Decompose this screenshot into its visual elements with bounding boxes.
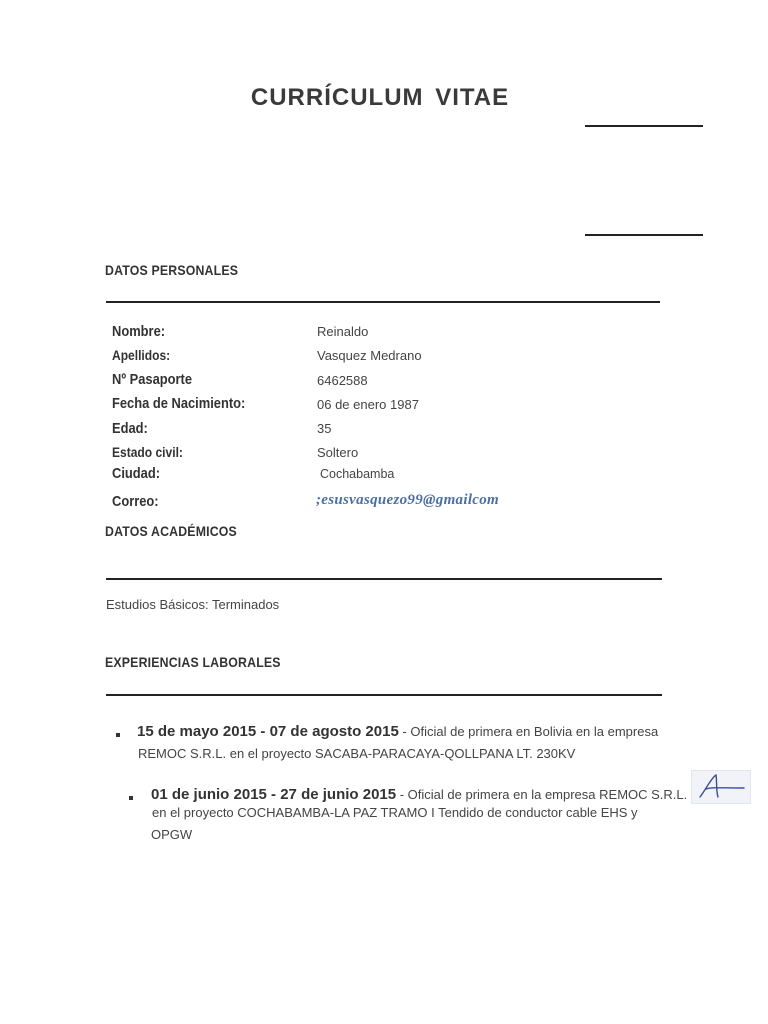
- list-bullet: [129, 796, 133, 800]
- experience-dates: 01 de junio 2015 - 27 de junio 2015: [151, 786, 397, 803]
- signature-image: [691, 770, 751, 804]
- header-rule-bottom: [585, 234, 703, 236]
- section-personal-heading: DATOS PERSONALES: [105, 262, 239, 278]
- ciudad-label: Ciudad:: [112, 465, 161, 482]
- ciudad-value: Cochabamba: [320, 467, 395, 481]
- estado-civil-label: Estado civil:: [112, 444, 183, 460]
- nacimiento-label: Fecha de Nacimiento:: [112, 395, 246, 412]
- edad-value: 35: [317, 421, 332, 436]
- experience-item-1-line-2: REMOC S.R.L. en el proyecto SACABA-PARACAYA-QOLLPANA LT. 230KV: [138, 746, 576, 761]
- pasaporte-value: 6462588: [317, 373, 368, 388]
- estado-civil-value: Soltero: [317, 445, 359, 460]
- section-divider: [106, 578, 662, 580]
- experience-dates: 15 de mayo 2015 - 07 de agosto 2015: [137, 723, 399, 740]
- apellidos-value: Vasquez Medrano: [317, 348, 422, 363]
- section-divider: [106, 694, 662, 696]
- section-work-heading: EXPERIENCIAS LABORALES: [105, 654, 281, 670]
- page-title: CURRÍCULUM VITAE: [250, 84, 510, 111]
- experience-item-2-line-1: [151, 786, 687, 804]
- edad-label: Edad:: [112, 420, 148, 437]
- pasaporte-label: Nº Pasaporte: [112, 371, 192, 388]
- experience-description: - Oficial de primera en la empresa REMOC S.R.L.: [396, 787, 688, 802]
- nombre-label: Nombre:: [112, 323, 166, 340]
- nacimiento-value: 06 de enero 1987: [317, 397, 419, 412]
- list-bullet: [116, 733, 120, 737]
- experience-item-1-line-1: [137, 723, 658, 741]
- correo-value[interactable]: ;esusvasquezo99@gmailcom: [316, 492, 500, 508]
- signature-icon: [692, 771, 750, 803]
- experience-description: - Oficial de primera en Bolivia en la empresa: [398, 724, 659, 739]
- estudios-basicos: Estudios Básicos: Terminados: [106, 597, 280, 612]
- experience-item-2-line-2: en el proyecto COCHABAMBA-LA PAZ TRAMO I Tendido de conductor cable EHS y: [152, 805, 638, 820]
- apellidos-label: Apellidos:: [112, 347, 171, 363]
- experience-item-2-line-3: OPGW: [151, 827, 193, 842]
- correo-label: Correo:: [112, 493, 159, 510]
- nombre-value: Reinaldo: [317, 324, 369, 339]
- header-rule-top: [585, 125, 703, 127]
- section-academic-heading: DATOS ACADÉMICOS: [105, 523, 237, 539]
- section-divider: [106, 301, 660, 303]
